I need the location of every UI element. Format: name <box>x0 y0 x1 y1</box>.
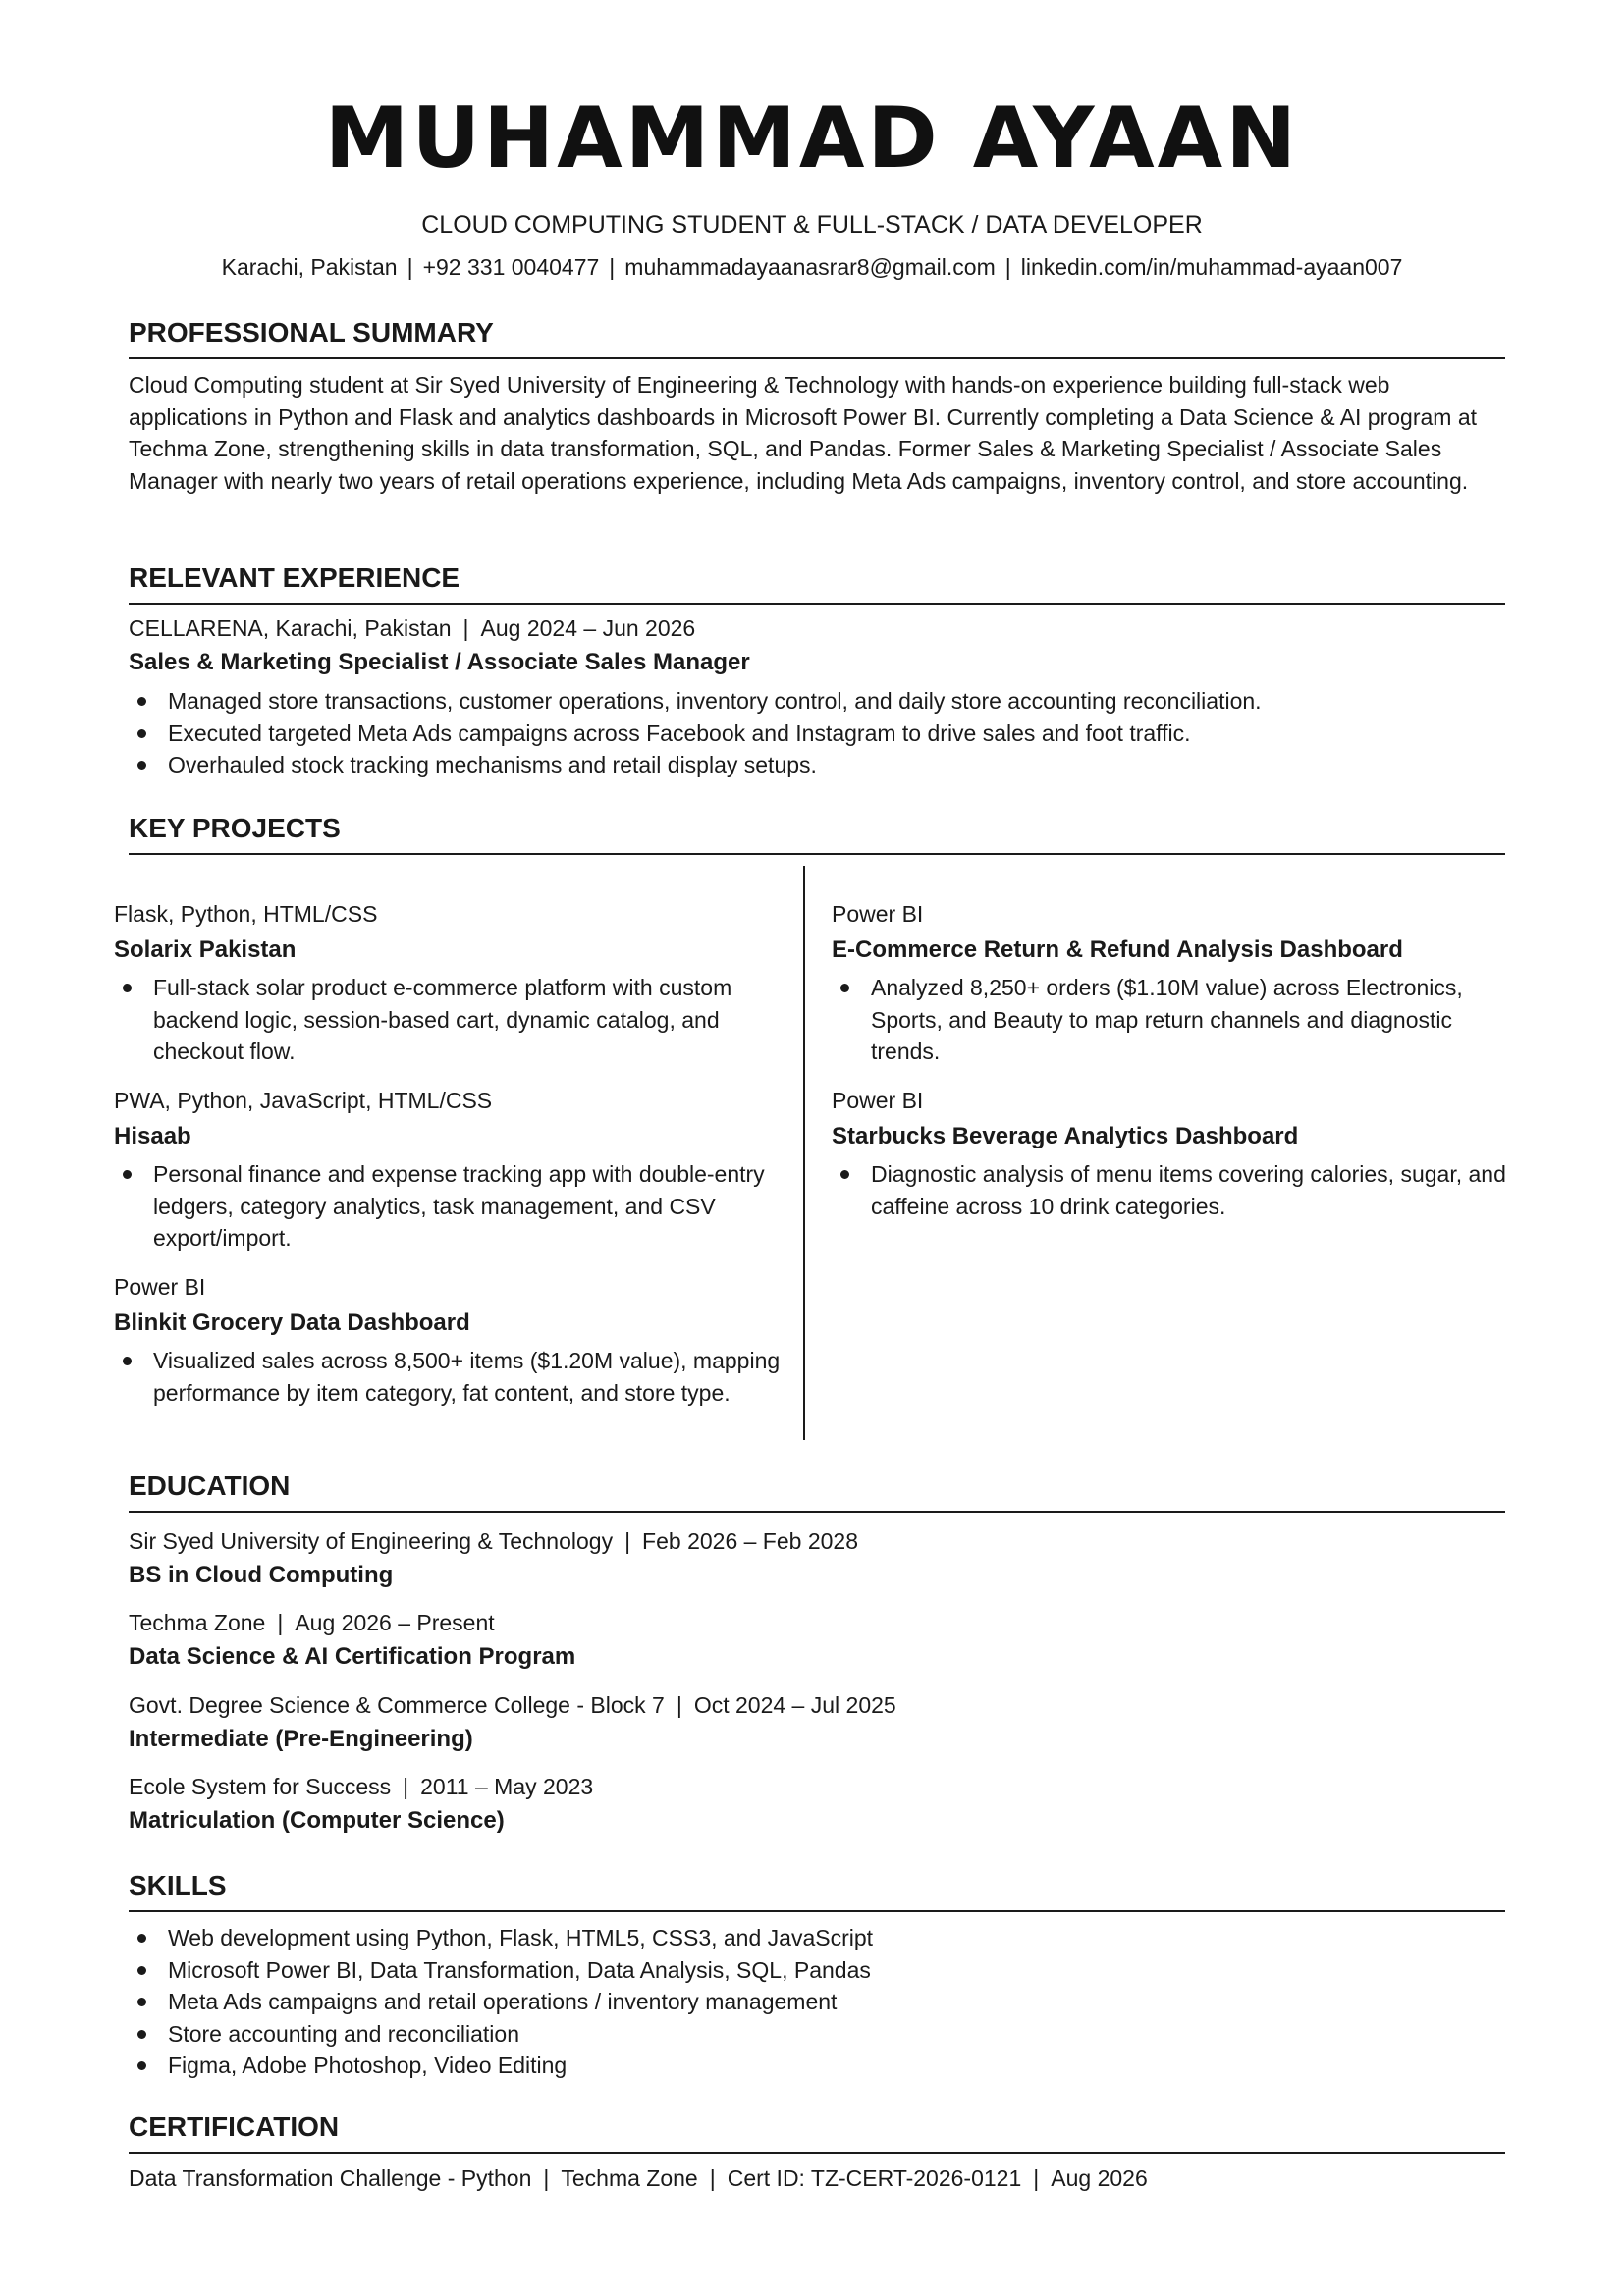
experience-dates: Aug 2024 – Jun 2026 <box>480 615 696 641</box>
education-degree: Intermediate (Pre-Engineering) <box>129 1726 473 1752</box>
education-school-line <box>129 1692 896 1720</box>
section-title-summary: PROFESSIONAL SUMMARY <box>129 317 494 347</box>
contact-linkedin[interactable]: linkedin.com/in/muhammad-ayaan007 <box>1020 254 1403 280</box>
education-degree: Data Science & AI Certification Program <box>129 1643 576 1670</box>
education-dates: Oct 2024 – Jul 2025 <box>693 1692 896 1718</box>
list-item: Analyzed 8,250+ orders ($1.10M value) across Electronics, Sports, and Beauty to map return channels and diagnostic trends. <box>832 972 1509 1068</box>
list-item: Microsoft Power BI, Data Transformation, Data Analysis, SQL, Pandas <box>129 1954 1505 1987</box>
project-bullets <box>114 1158 782 1255</box>
project-bullets <box>114 1345 782 1409</box>
section-title-projects: KEY PROJECTS <box>129 813 341 843</box>
experience-company: CELLARENA, Karachi, Pakistan <box>129 615 452 641</box>
summary-text: Cloud Computing student at Sir Syed University of Engineering & Technology with hands-on experience building full-stack web applications in Python and Flask and analytics dashboards in Microsoft Power BI. Currently completing a Data Science & AI program at Techma Zone, strengthening skills in data transformation, SQL, and Pandas. Former Sales & Marketing Specialist / Associate Sales Manager with nearly two years of retail operations experience, including Meta Ads campaigns, inventory control, and store accounting. <box>129 372 1478 494</box>
section-title-certification: CERTIFICATION <box>129 2111 340 2142</box>
project-bullets <box>832 972 1509 1068</box>
project-title: Solarix Pakistan <box>114 935 297 963</box>
contact-separator: | <box>406 254 413 280</box>
list-item: Executed targeted Meta Ads campaigns across Facebook and Instagram to drive sales and foot traffic. <box>129 718 1505 750</box>
list-item: Store accounting and reconciliation <box>129 2018 1505 2051</box>
project-title: Starbucks Beverage Analytics Dashboard <box>832 1122 1299 1149</box>
experience-company-line <box>129 615 695 643</box>
education-dates: Feb 2026 – Feb 2028 <box>642 1528 858 1554</box>
projects-column-divider <box>803 866 805 1440</box>
list-item: Personal finance and expense tracking app with double-entry ledgers, category analytics, task management, and CSV export/import. <box>114 1158 782 1255</box>
section-divider <box>129 603 1505 605</box>
separator: | <box>277 1610 284 1635</box>
skills-list <box>129 1922 1505 2082</box>
list-item: Overhauled stock tracking mechanisms and retail display setups. <box>129 749 1505 781</box>
project-title: Blinkit Grocery Data Dashboard <box>114 1308 470 1336</box>
project-title: E-Commerce Return & Refund Analysis Dashboard <box>832 935 1403 963</box>
education-school-line <box>129 1610 495 1637</box>
section-divider <box>129 1511 1505 1513</box>
section-divider <box>129 2152 1505 2154</box>
separator: | <box>676 1692 682 1718</box>
separator: | <box>624 1528 631 1554</box>
project-solarix <box>114 901 782 1068</box>
contact-phone: +92 331 0040477 <box>422 254 600 280</box>
list-item: Diagnostic analysis of menu items covering calories, sugar, and caffeine across 10 drink categories. <box>832 1158 1509 1222</box>
project-starbucks <box>832 1088 1509 1222</box>
candidate-name: MUHAMMAD AYAAN <box>324 89 1300 187</box>
contact-separator: | <box>1004 254 1011 280</box>
contact-separator: | <box>609 254 616 280</box>
list-item: Figma, Adobe Photoshop, Video Editing <box>129 2050 1505 2082</box>
section-divider <box>129 1910 1505 1912</box>
education-degree: BS in Cloud Computing <box>129 1562 394 1588</box>
certification-date: Aug 2026 <box>1051 2165 1148 2191</box>
education-dates: Aug 2026 – Present <box>295 1610 495 1635</box>
education-school-line <box>129 1774 593 1801</box>
certification-line <box>129 2165 1148 2193</box>
project-ecommerce-returns <box>832 901 1509 1068</box>
section-title-experience: RELEVANT EXPERIENCE <box>129 562 460 593</box>
education-school: Govt. Degree Science & Commerce College - Block 7 <box>129 1692 665 1718</box>
list-item: Web development using Python, Flask, HTML5, CSS3, and JavaScript <box>129 1922 1505 1954</box>
experience-role: Sales & Marketing Specialist / Associate Sales Manager <box>129 649 750 675</box>
list-item: Meta Ads campaigns and retail operations / inventory management <box>129 1986 1505 2018</box>
project-blinkit <box>114 1274 782 1409</box>
separator: | <box>543 2165 550 2191</box>
separator: | <box>709 2165 716 2191</box>
education-school: Sir Syed University of Engineering & Technology <box>129 1528 614 1554</box>
section-title-education: EDUCATION <box>129 1470 291 1501</box>
section-divider <box>129 357 1505 359</box>
project-bullets <box>832 1158 1509 1222</box>
section-title-skills: SKILLS <box>129 1870 227 1900</box>
certification-issuer: Techma Zone <box>561 2165 698 2191</box>
project-title: Hisaab <box>114 1122 191 1149</box>
project-tech: Power BI <box>832 901 924 927</box>
candidate-headline: CLOUD COMPUTING STUDENT & FULL-STACK / DATA DEVELOPER <box>421 211 1203 239</box>
education-dates: 2011 – May 2023 <box>420 1774 594 1799</box>
contact-location: Karachi, Pakistan <box>221 254 398 280</box>
education-school-line <box>129 1528 858 1556</box>
project-tech: Flask, Python, HTML/CSS <box>114 901 378 927</box>
contact-line <box>0 254 1624 282</box>
experience-bullets <box>129 685 1505 781</box>
separator: | <box>403 1774 409 1799</box>
list-item: Visualized sales across 8,500+ items ($1.20M value), mapping performance by item category, fat content, and store type. <box>114 1345 782 1409</box>
project-hisaab <box>114 1088 782 1255</box>
project-tech: Power BI <box>114 1274 206 1300</box>
project-bullets <box>114 972 782 1068</box>
contact-email[interactable]: muhammadayaanasrar8@gmail.com <box>624 254 996 280</box>
project-tech: PWA, Python, JavaScript, HTML/CSS <box>114 1088 493 1113</box>
separator: | <box>1033 2165 1040 2191</box>
list-item: Managed store transactions, customer operations, inventory control, and daily store accounting reconciliation. <box>129 685 1505 718</box>
education-school: Ecole System for Success <box>129 1774 392 1799</box>
certification-id: Cert ID: TZ-CERT-2026-0121 <box>727 2165 1022 2191</box>
section-divider <box>129 853 1505 855</box>
separator: | <box>462 615 469 641</box>
education-degree: Matriculation (Computer Science) <box>129 1807 505 1834</box>
list-item: Full-stack solar product e-commerce platform with custom backend logic, session-based cart, dynamic catalog, and checkout flow. <box>114 972 782 1068</box>
project-tech: Power BI <box>832 1088 924 1113</box>
certification-name: Data Transformation Challenge - Python <box>129 2165 532 2191</box>
education-school: Techma Zone <box>129 1610 266 1635</box>
